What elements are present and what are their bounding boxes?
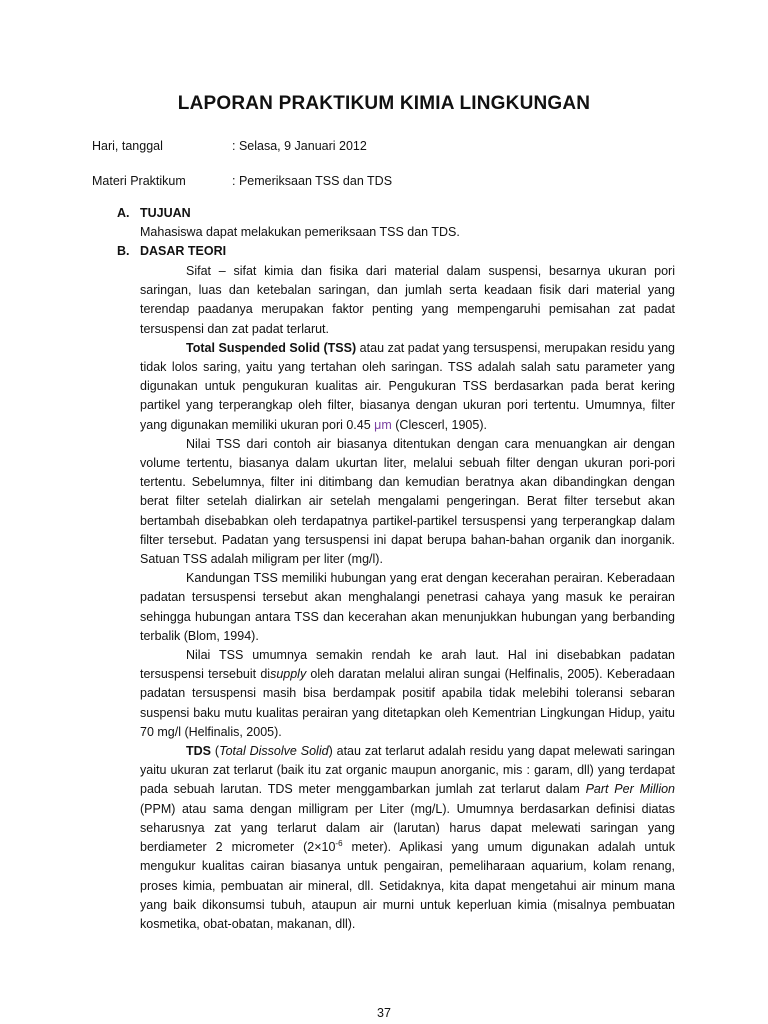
theory-body — [140, 262, 675, 934]
paragraph-5-text-a: Nilai TSS umumnya semakin rendah ke arah laut. Hal ini disebabkan padatan tersuspensi tersebuit di — [140, 648, 675, 682]
paragraph-1: Sifat – sifat kimia dan fisika dari material dalam suspensi, besarnya ukuran pori saringan, luas dan ketebalan saringan, dan jumlah serta keadaan fisik dari material yang terendap paadanya merupakan faktor penting yang mempengaruhi pemisahan zat padat tersuspensi dan zat padat terlarut. — [140, 264, 675, 336]
subject-value: : Pemeriksaan TSS dan TDS — [232, 174, 393, 188]
page-number: 37 — [377, 1006, 391, 1020]
paragraph-2 — [140, 339, 675, 435]
section-a-title: TUJUAN — [140, 206, 191, 220]
date-value: : Selasa, 9 Januari 2012 — [232, 139, 367, 153]
date-label: Hari, tanggal — [92, 139, 163, 153]
paragraph-2-text-a: atau zat padat yang tersuspensi, merupakan residu yang tidak lolos saring, yaitu yang tertahan oleh saringan. TSS adalah salah satu parameter yang digunakan untuk pengukuran kualitas air. Pengukuran TSS berdasarkan pada berat kering partikel yang terperangkap oleh filter, biasanya dengan ukuran pori tertentu. Umumnya, filter yang digunakan memiliki ukuran pori 0.45 — [140, 340, 675, 432]
paragraph-5-text-b: oleh daratan melalui aliran sungai (Helfinalis, 2005). Keberadaan padatan tersuspensi masih bisa berdampak positif apabila tidak melebihi toleransi sebaran suspensi baku mutu kualitas perairan yang ditetapkan oleh Kementrian Lingkungan Hidup, yaitu 70 mg/l (Helfinalis, 2005). — [140, 667, 675, 739]
paragraph-6-text-d: meter). Aplikasi yang umum digunakan adalah untuk mengukur kualitas cairan biasanya untuk pengairan, pemeliharaan aquarium, kolam renang, proses kimia, pembuatan air mineral, dll. Setidaknya, kita dapat mengetahui air minum mana yang baik dikonsumsi tubuh, ataupun air murni untuk keperluan kimia (misalnya pembuatan kosmetika, obat-obatan, makanan, dll). — [140, 840, 676, 931]
subject-label: Materi Praktikum — [92, 174, 186, 188]
paragraph-6-text-b: ) atau zat terlarut adalah residu yang dapat melewati saringan yaitu ukuran zat terlarut (baik itu zat organic maupun anorganic, mis : garam, dll) yang terdapat pada sebuah larutan. TDS meter menggambarkan jumlah zat terlarut dalam — [140, 744, 675, 797]
page-title: LAPORAN PRAKTIKUM KIMIA LINGKUNGAN — [177, 93, 591, 114]
paragraph-6-text-c: (PPM) atau sama dengan milligram per Liter (mg/L). Umumnya berdasarkan definisi diatas seharusnya zat yang terlarut dalam air (larutan) harus dapat melewati saringan yang berdiameter 2 micrometer (2×10 — [140, 801, 675, 855]
paragraph-6 — [140, 742, 675, 934]
supply-term: supply — [270, 667, 307, 682]
section-b-heading — [117, 244, 227, 258]
section-b-title: DASAR TEORI — [140, 244, 227, 258]
tds-full-term: Total Dissolve Solid — [219, 744, 329, 759]
micrometer-unit: μm — [374, 417, 392, 432]
exponent: -6 — [335, 838, 343, 848]
section-a-text: Mahasiswa dapat melakukan pemeriksaan TSS dan TDS. — [140, 225, 460, 239]
section-a-letter: A. — [117, 206, 130, 220]
paragraph-4: Kandungan TSS memiliki hubungan yang erat dengan kecerahan perairan. Keberadaan padatan tersuspensi tersebut akan menghalangi penetrasi cahaya yang masuk ke perairan sehingga hubungan antara TSS dan kecerahan akan menunjukkan hubungan yang berbanding terbalik (Blom, 1994). — [140, 571, 675, 643]
paragraph-6-text-a: ( — [211, 744, 220, 759]
tss-term: Total Suspended Solid (TSS) — [186, 340, 357, 355]
section-b-letter: B. — [117, 244, 130, 258]
paragraph-3: Nilai TSS dari contoh air biasanya ditentukan dengan cara menuangkan air dengan volume tertentu, biasanya dalam ukurtan liter, melalui sebuah filter dengan ukuran pori-pori tertentu. Sebelumnya, filter ini ditimbang dan kemudian beratnya akan dibandingkan dengan berat filter setelah dialirkan air setelah mengalami pengeringan. Berat filter tersebut akan bertambah disebabkan oleh terdapatnya partikel-partikel tersuspensi yang terperangkap dalam filter tersebut. Padatan yang tersuspensi ini dapat berupa bahan-bahan organik dan inorganik. Satuan TSS adalah miligram per liter (mg/l). — [140, 436, 675, 567]
paragraph-5 — [140, 646, 675, 742]
section-a-heading — [117, 206, 191, 220]
tds-term: TDS — [186, 744, 211, 759]
paragraph-2-text-b: (Clescerl, 1905). — [391, 417, 487, 432]
ppm-term: Part Per Million — [585, 782, 675, 797]
